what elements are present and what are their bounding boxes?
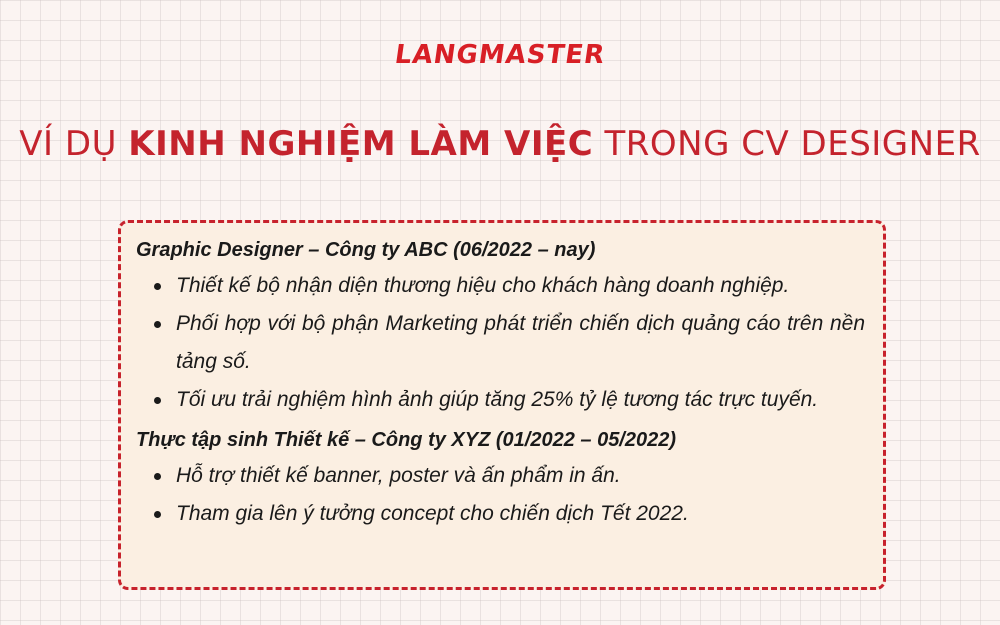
bullet-item: Thiết kế bộ nhận diện thương hiệu cho khách hàng doanh nghiệp.	[176, 267, 865, 305]
bullet-item: Phối hợp với bộ phận Marketing phát triển chiến dịch quảng cáo trên nền tảng số.	[176, 305, 865, 381]
bullet-item: Hỗ trợ thiết kế banner, poster và ấn phẩm in ấn.	[176, 457, 865, 495]
bullet-item: Tối ưu trải nghiệm hình ảnh giúp tăng 25% tỷ lệ tương tác trực tuyến.	[176, 381, 865, 419]
langmaster-logo: LANGMASTER	[392, 40, 608, 70]
page-title	[0, 124, 1000, 164]
job-bullets	[136, 267, 865, 419]
experience-entry	[136, 233, 865, 419]
job-title: Thực tập sinh Thiết kế – Công ty XYZ (01/2022 – 05/2022)	[136, 429, 677, 451]
experience-entry	[136, 423, 865, 533]
title-emphasis: KINH NGHIỆM LÀM VIỆC	[128, 124, 594, 164]
bullet-item: Tham gia lên ý tưởng concept cho chiến dịch Tết 2022.	[176, 495, 865, 533]
title-suffix: TRONG CV DESIGNER	[593, 124, 981, 164]
job-bullets	[136, 457, 865, 533]
experience-card	[118, 220, 886, 590]
title-prefix: VÍ DỤ	[19, 124, 129, 164]
job-title: Graphic Designer – Công ty ABC (06/2022 – nay)	[136, 239, 596, 261]
